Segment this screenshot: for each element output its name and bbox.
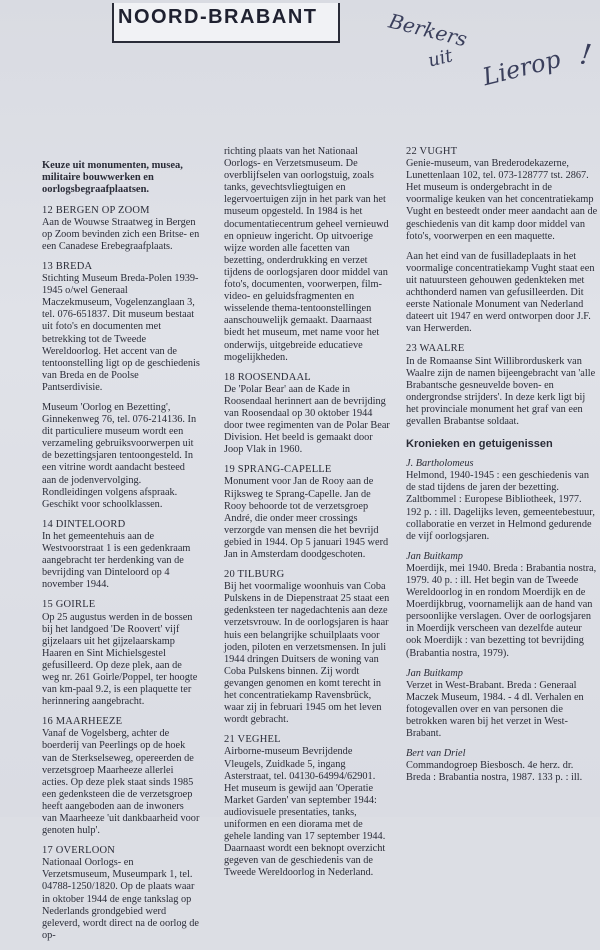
entry-text: Museum 'Oorlog en Bezetting', Ginnekenweg 76, tel. 076-214136. In dit particuliere museum wordt een verzameling gebruiksvoorwerpen uit de bezettingsjaren tentoongesteld. In een vitrine wordt aandacht besteed aan de jodenvervolging. Rondleidingen volgens afspraak. Geschikt voor schoolklassen. [42, 402, 197, 510]
chronicle-text: Commandogroep Biesbosch. 4e herz. dr. Breda : Brabantia nostra, 1987. 133 p. : ill. [406, 760, 583, 784]
column-3 [406, 146, 598, 793]
entry-overloon-continued [224, 146, 392, 364]
handwriting-line-1: Berkers [386, 8, 470, 52]
entry-bergen-op-zoom [42, 205, 200, 253]
entry-text: Airborne-museum Bevrijdende Vleugels, Zuidkade 5, ingang Asterstraat, tel. 04130-64994/62901. Het museum is gewijd aan 'Operatie Market Garden' van september 1944: audiovisuele presentaties, tanks, uniformen en een diorama met de gehele landing van 17 september 1944. Daarnaast wordt een beknopt overzicht gegeven van de geschiedenis van de Tweede Wereldoorlog in Nederland. [224, 746, 386, 879]
entry-title: 12 BERGEN OP ZOOM [42, 204, 150, 216]
entry-title: 13 BREDA [42, 260, 93, 272]
entry-goirle [42, 599, 200, 708]
entry-text: De 'Polar Bear' aan de Kade in Roosendaal herinnert aan de bevrijding van Roosendaal op 30 oktober 1944 door twee regimenten van de Polar Bear Division. Het beeld is gemaakt door Joop Vlak in 1960. [224, 383, 390, 456]
chronicles-heading: Kronieken en getuigenissen [406, 438, 553, 451]
entry-veghel [224, 734, 392, 879]
chronicle-item [406, 668, 598, 741]
entry-breda-museum [42, 402, 200, 511]
chronicle-author: Jan Buitkamp [406, 550, 463, 562]
entry-text: Stichting Museum Breda-Polen 1939-1945 o/wel Generaal Maczekmuseum, Vogelenzanglaan 3, tel. 076-651837. Dit museum bestaat uit foto's en documenten met betrekking tot de Tweede Wereldoorlog. Het accent van de tentoonstelling ligt op de geschiedenis van Breda en de Poolse Pantserdivisie. [42, 273, 200, 393]
entry-title: 14 DINTELOORD [42, 518, 126, 530]
entry-text: In het gemeentehuis aan de Westvoorstraat 1 is een gedenkraam aangebracht ter herdenking van de bevrijding van Dinteloord op 4 november 1944. [42, 530, 191, 591]
column-1 [42, 146, 200, 950]
entry-title: 21 VEGHEL [224, 734, 281, 746]
entry-title: 19 SPRANG-CAPELLE [224, 464, 332, 476]
chronicle-author: Jan Buitkamp [406, 667, 463, 679]
chronicle-text: Moerdijk, mei 1940. Breda : Brabantia nostra, 1979. 40 p. : ill. Het begin van de Tweede Wereldoorlog in en rondom Moerdijk en de Moerdijkbrug, voornamelijk aan de hand van persoonlijke verslagen. Over de oorlogsjaren in Moerdijk verscheen van dezelfde auteur ook Moerdijk : van bezetting tot bevrijding (Brabantia nostra, 1979). [406, 562, 597, 659]
entry-text: richting plaats van het Nationaal Oorlogs- en Verzetsmuseum. De overblijfselen van oorlogstuig, zoals tanks, gevechtsvliegtuigen en legervoertuigen zijn in het park van het museum opgesteld. In 1984 is het documentatiecentrum geheel vernieuwd en opnieuw ingericht. Op uitvoerige wijze worden alle facetten van bezetting, onderdrukking en verzet tijdens de oorlogsjaren door middel van foto's, documenten, voorwerpen, film-video- en geluidsfragmenten en wisselende thema-tentoonstellingen aanschouwelijk gemaakt. Daarnaast biedt het museum, met name voor het onderwijs, uitgebreide educatieve mogelijkheden. [224, 146, 389, 363]
entry-sprang-capelle [224, 464, 392, 561]
chronicle-item [406, 551, 598, 660]
entry-title: 16 MAARHEEZE [42, 716, 123, 728]
entry-title: 20 TILBURG [224, 569, 285, 581]
chronicle-text: Verzet in West-Brabant. Breda : Generaal Maczek Museum, 1984. - 4 dl. Verhalen en fotogevallen over en van personen die betrokken waren bij het verzet in West-Brabant. [406, 679, 584, 740]
entry-breda [42, 261, 200, 394]
entry-text: Op 25 augustus werden in de bossen bij het landgoed 'De Roovert' vijf gijzelaars uit het gijzelaarskamp Haaren en Sint Michielsgestel gefusilleerd. Op deze plek, aan de weg nr. 261 Goirle/Poppel, ter hoogte van km-paal 9.2, is een plaquette ter herinnering aangebracht. [42, 611, 198, 708]
entry-waalre [406, 343, 598, 428]
entry-text: Aan de Wouwse Straatweg in Bergen op Zoom bevinden zich een Britse- en een Canadese Erebegraafplaats. [42, 216, 200, 252]
handwriting-mark: ! [577, 37, 594, 72]
handwriting-line-2: uit [425, 45, 455, 72]
entry-dinteloord [42, 519, 200, 592]
entry-title: 17 OVERLOON [42, 845, 116, 857]
entry-title: 15 GOIRLE [42, 599, 96, 611]
entry-text: In de Romaanse Sint Willibrorduskerk van Waalre zijn de namen bijeengebracht van 'alle Brabantsche gesneuvelde boven- en ondergrondse strijders'. In deze kerk ligt bij het provinciale monument het graf van een gevallen Brabantse soldaat. [406, 355, 596, 427]
intro-heading: Keuze uit monumenten, musea, militaire bouwwerken en oorlogsbegraafplaatsen. [42, 160, 183, 196]
handwritten-note [386, 8, 598, 98]
entry-roosendaal [224, 372, 392, 457]
entry-vught-monument [406, 251, 598, 336]
entry-text: Vanaf de Vogelsberg, achter de boerderij van Peerlings op de hoek van de Sterkselseweg, opereerden de verzetsgroep Maarheeze allerlei acties. Op deze plek staat sinds 1985 een gedenksteen die de verzetsgroep heeft aangeboden aan de inwoners van Maarheeze 'uit dankbaarheid voor genoten hulp'. [42, 728, 200, 837]
handwriting-line-3: Lierop [479, 44, 564, 92]
column-2 [224, 146, 392, 887]
entry-text: Aan het eind van de fusilladeplaats in het voormalige concentratiekamp Vught staat een uit natuursteen gehouwen gedenkteken met achthonderd namen van gefusilleerden. Dit eerste Nationale Monument van Nederland dateert uit 1947 en werd ontworpen door J.F. van Herwerden. [406, 250, 595, 335]
page-title: NOORD-BRABANT [118, 6, 318, 28]
entry-text: Nationaal Oorlogs- en Verzetsmuseum, Museumpark 1, tel. 04788-1250/1820. Op de plaats waar in oktober 1944 de enge tankslag op Nederlands grondgebied werd geleverd, wordt direct na de oorlog de op- [42, 857, 199, 941]
chronicle-item [406, 748, 598, 784]
entry-maarheeze [42, 716, 200, 837]
entry-vught [406, 146, 598, 243]
chronicle-text: Helmond, 1940-1945 : een geschiedenis van de stad tijdens de jaren der bezetting. Zaltbommel : Europese Bibliotheek, 1977. 192 p. : ill. Dagelijks leven, gemeentebestuur, collaboratie en verzet in Helmond gedurende de vijf oorlogsjaren. [406, 470, 595, 542]
entry-text: Genie-museum, van Brederodekazerne, Lunettenlaan 102, tel. 073-128777 tst. 2867. Het museum is ondergebracht in de voormalige keuken van het concentratiekamp Vught en besteedt onder meer aandacht aan de geschiedenis van dit kamp door middel van foto's, voorwerpen en een maquette. [406, 158, 598, 242]
chronicle-item [406, 458, 598, 543]
entry-title: 23 WAALRE [406, 343, 465, 355]
chronicle-author: Bert van Driel [406, 748, 466, 760]
entry-title: 22 VUGHT [406, 146, 458, 157]
entry-overloon [42, 845, 200, 942]
entry-tilburg [224, 569, 392, 726]
entry-text: Monument voor Jan de Rooy aan de Rijksweg te Sprang-Capelle. Jan de Rooy behoorde tot de verzetsgroep André, die onder meer crossings verzorgde van mensen die het bevrijd gebied in 1944. Op 5 januari 1945 werd Jan in Amsterdam doodgeschoten. [224, 476, 389, 560]
chronicle-author: J. Bartholomeus [406, 458, 474, 470]
entry-title: 18 ROOSENDAAL [224, 371, 311, 383]
entry-text: Bij het voormalige woonhuis van Coba Pulskens in de Diepenstraat 25 staat een gedenksteen ter nagedachtenis aan deze verzetsvrouw. In de oorlogsjaren is haar huis een belangrijke schuilplaats voor joden, piloten en verzetsmensen. In juli 1944 dringen Duitsers de woning van Coba Pulskens binnen. Zij wordt gevangen genomen en komt terecht in het concentratiekamp Ravensbrück, waar zij in februari 1945 om het leven wordt gebracht. [224, 581, 390, 726]
